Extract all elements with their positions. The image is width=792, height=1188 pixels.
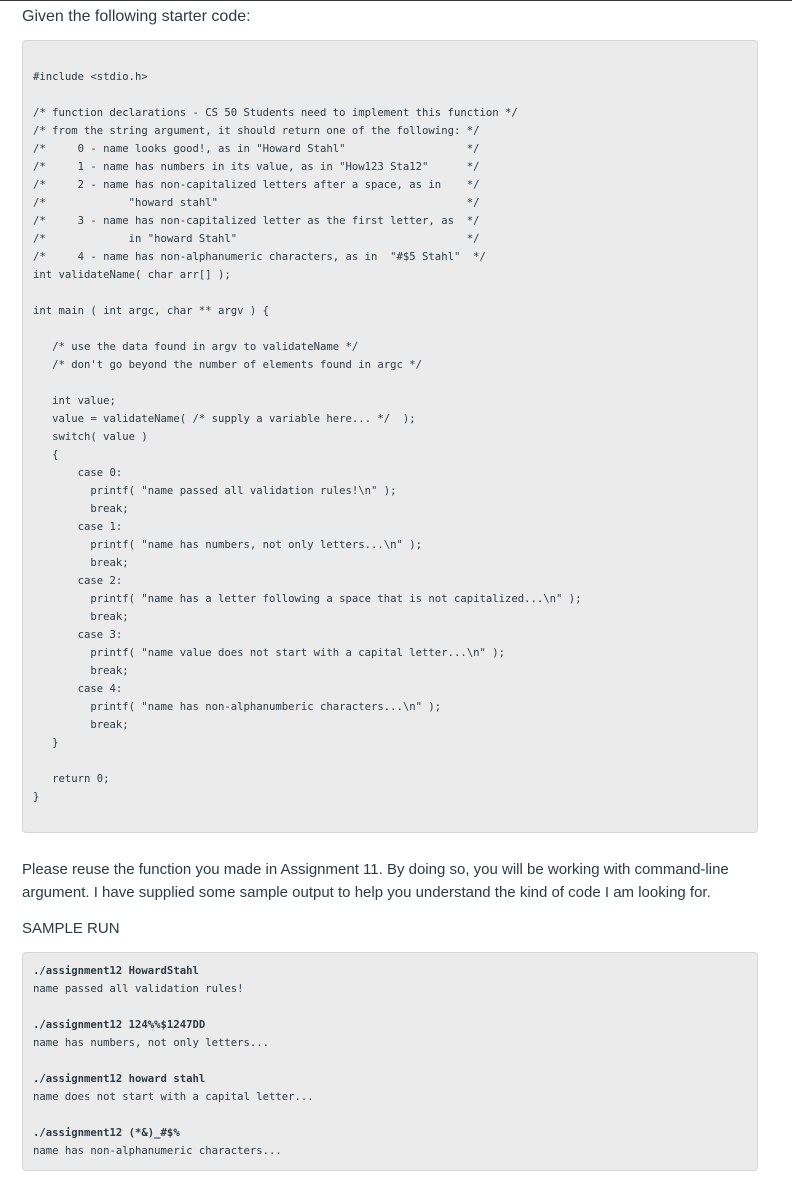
code-line: int validateName( char arr[] ); <box>33 269 231 281</box>
sample-command: ./assignment12 (*&)_#$% <box>33 1127 180 1139</box>
code-line: printf( "name has non-alphanumberic characters...\n" ); <box>33 701 442 713</box>
code-line: break; <box>33 611 129 623</box>
sample-command: ./assignment12 howard stahl <box>33 1073 206 1085</box>
code-line: printf( "name has a letter following a space that is not capitalized...\n" ); <box>33 593 582 605</box>
code-line: /* 0 - name looks good!, as in "Howard Stahl" */ <box>33 143 480 155</box>
code-line: case 0: <box>33 467 123 479</box>
sample-output: name has numbers, not only letters... <box>33 1037 269 1049</box>
code-line: break; <box>33 665 129 677</box>
code-line: { <box>33 449 59 461</box>
code-line: case 4: <box>33 683 123 695</box>
code-line: #include <stdio.h> <box>33 71 148 83</box>
code-line: break; <box>33 557 129 569</box>
code-line: /* from the string argument, it should return one of the following: */ <box>33 125 480 137</box>
code-line: case 2: <box>33 575 123 587</box>
code-line: /* "howard stahl" */ <box>33 197 480 209</box>
code-line: /* 2 - name has non-capitalized letters after a space, as in */ <box>33 179 480 191</box>
code-line: /* function declarations - CS 50 Students need to implement this function */ <box>33 107 518 119</box>
code-line: /* 4 - name has non-alphanumeric characters, as in "#$5 Stahl" */ <box>33 251 486 263</box>
sample-output: name passed all validation rules! <box>33 983 244 995</box>
top-rule <box>0 0 792 1</box>
code-line: int value; <box>33 395 116 407</box>
sample-output: name has non-alphanumeric characters... <box>33 1145 282 1157</box>
code-line: printf( "name passed all validation rules!\n" ); <box>33 485 397 497</box>
starter-code-block <box>22 40 758 833</box>
code-line: } <box>33 737 59 749</box>
code-line: value = validateName( /* supply a variable here... */ ); <box>33 413 416 425</box>
code-line: int main ( int argc, char ** argv ) { <box>33 305 269 317</box>
code-line: /* in "howard Stahl" */ <box>33 233 480 245</box>
code-line: printf( "name has numbers, not only letters...\n" ); <box>33 539 423 551</box>
code-line: /* don't go beyond the number of elements found in argc */ <box>33 359 423 371</box>
code-line: case 3: <box>33 629 123 641</box>
sample-run-heading: SAMPLE RUN <box>22 920 120 937</box>
code-line: } <box>33 791 40 803</box>
sample-run-block <box>22 952 758 1171</box>
code-line: return 0; <box>33 773 110 785</box>
code-line: break; <box>33 503 129 515</box>
instructions-paragraph: Please reuse the function you made in Assignment 11. By doing so, you will be working with command-line argument. I have supplied some sample output to help you understand the kind of code I am looking for. <box>22 861 729 901</box>
sample-command: ./assignment12 124%%$1247DD <box>33 1019 206 1031</box>
sample-output: name does not start with a capital letter... <box>33 1091 314 1103</box>
sample-command: ./assignment12 HowardStahl <box>33 965 199 977</box>
code-line: switch( value ) <box>33 431 148 443</box>
code-line: break; <box>33 719 129 731</box>
code-line: printf( "name value does not start with a capital letter...\n" ); <box>33 647 505 659</box>
code-line: case 1: <box>33 521 123 533</box>
code-line: /* 1 - name has numbers in its value, as in "How123 Sta12" */ <box>33 161 480 173</box>
code-line: /* use the data found in argv to validateName */ <box>33 341 359 353</box>
code-line: /* 3 - name has non-capitalized letter as the first letter, as */ <box>33 215 480 227</box>
intro-text: Given the following starter code: <box>22 8 251 25</box>
